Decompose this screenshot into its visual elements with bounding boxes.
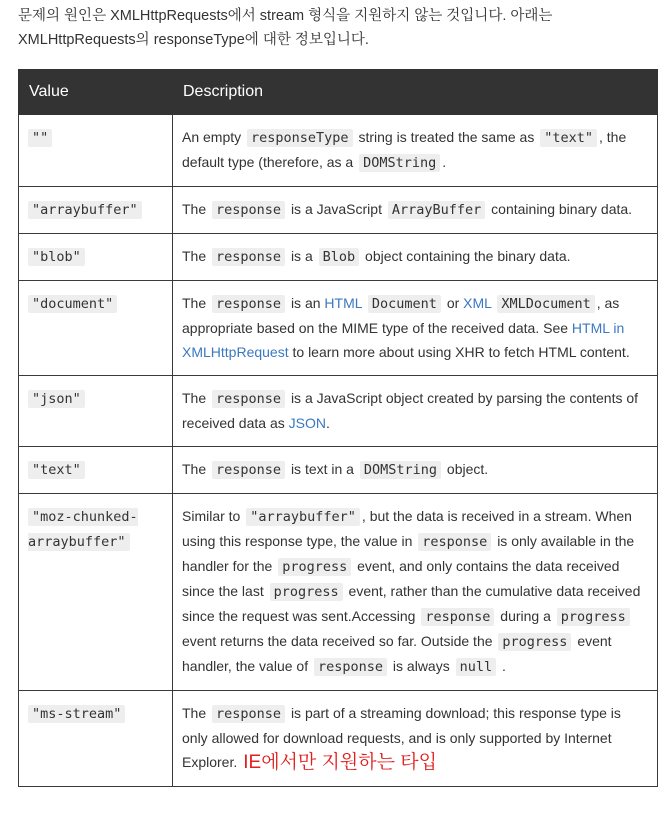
inline-code: response [314,658,387,676]
inline-code: response [212,248,285,266]
response-type-table [18,69,658,787]
desc-text: or [446,295,460,311]
value-code: "" [28,129,52,147]
table-row [19,447,658,494]
desc-text: object containing the binary data. [365,248,571,264]
description-cell [173,115,658,187]
inline-code: Document [368,295,441,313]
table-row [19,115,658,187]
desc-text: containing binary data. [491,201,633,217]
inline-code: response [421,608,494,626]
value-cell [19,115,173,187]
inline-code: response [212,295,285,313]
inline-code: response [212,461,285,479]
table-row [19,234,658,281]
desc-text: The [182,461,207,477]
ie-only-annotation: IE에서만 지원하는 타입 [243,752,437,773]
desc-text: is a JavaScript object created by parsing the contents of received data as [182,390,639,431]
header-description: Description [173,70,658,115]
json-link[interactable]: JSON [288,415,326,431]
intro-paragraph [18,4,658,52]
inline-code: "arraybuffer" [246,508,360,526]
desc-text: The [182,705,207,721]
intro-line-1: 문제의 원인은 XMLHttpRequests에서 stream 형식을 지원하지 않는 것입니다. 아래는 [18,8,553,24]
inline-code: "text" [540,129,597,147]
table-row [19,281,658,376]
description-cell [173,376,658,447]
inline-code: progress [557,608,630,626]
description-cell [173,691,658,787]
value-code: "blob" [28,248,85,266]
inline-code: Blob [319,248,360,266]
inline-code: response [418,533,491,551]
inline-code: ArrayBuffer [388,201,485,219]
inline-code: progress [278,558,351,576]
value-code: "document" [28,295,117,313]
desc-text: to learn more about using XHR to fetch HTML content. [292,344,630,360]
value-code: "text" [28,461,85,479]
html-link[interactable]: HTML [324,295,362,311]
inline-code: progress [270,583,343,601]
value-code: "arraybuffer" [28,201,142,219]
description-cell [173,494,658,691]
inline-code: XMLDocument [497,295,594,313]
inline-code: progress [498,633,571,651]
value-cell [19,187,173,234]
desc-text: An empty [182,129,242,145]
description-cell [173,281,658,376]
inline-code: responseType [247,129,353,147]
desc-text: is part of a streaming download; this response type is only allowed for download requests, and is only supported by Internet Explorer. [182,705,621,770]
inline-code: response [212,390,285,408]
desc-text: Similar to [182,508,241,524]
desc-text: , the default type (therefore, as a [182,129,627,170]
desc-text: . [502,658,506,674]
desc-text: is an [290,295,321,311]
desc-text: is a JavaScript [290,201,382,217]
desc-text: event, and only contains the data received since the last [182,558,620,599]
value-cell [19,234,173,281]
desc-text: . [442,154,447,170]
desc-text: event, rather than the cumulative data received since the request was sent.Accessing [182,583,641,624]
value-code: "ms-stream" [28,705,125,723]
value-cell [19,494,173,691]
table-header-row [19,70,658,115]
value-cell [19,281,173,376]
inline-code: DOMString [360,461,441,479]
desc-text: is always [392,658,450,674]
value-cell [19,376,173,447]
desc-text: , as appropriate based on the MIME type of the received data. See [182,295,620,336]
desc-text: , but the data is received in a stream. When using this response type, the value in [182,508,632,549]
value-code: "json" [28,390,85,408]
desc-text: event handler, the value of [182,633,612,674]
inline-code: response [212,705,285,723]
desc-text: string is treated the same as [358,129,535,145]
html-in-xhr-link[interactable]: HTML in XMLHttpRequest [182,320,625,360]
table-row [19,494,658,691]
desc-text: The [182,248,207,264]
desc-text: event returns the data received so far. Outside the [182,633,493,649]
desc-text: is a [290,248,313,264]
desc-text: is text in a [290,461,354,477]
desc-text: is only available in the handler for the [182,533,635,574]
description-cell [173,234,658,281]
table-row [19,187,658,234]
header-value: Value [19,70,173,115]
inline-code: response [212,201,285,219]
desc-text: object. [446,461,489,477]
desc-text: during a [500,608,551,624]
xml-link[interactable]: XML [463,295,492,311]
value-cell [19,447,173,494]
inline-code: DOMString [359,154,440,172]
desc-text: The [182,201,207,217]
description-cell [173,187,658,234]
desc-text: . [325,415,330,431]
value-cell [19,691,173,787]
description-cell [173,447,658,494]
table-row [19,376,658,447]
intro-line-2: XMLHttpRequests의 responseType에 대한 정보입니다. [18,32,369,48]
desc-text: The [182,390,207,406]
desc-text: The [182,295,207,311]
table-row [19,691,658,787]
value-code: "moz-chunked-arraybuffer" [28,509,138,550]
inline-code: null [456,658,497,676]
